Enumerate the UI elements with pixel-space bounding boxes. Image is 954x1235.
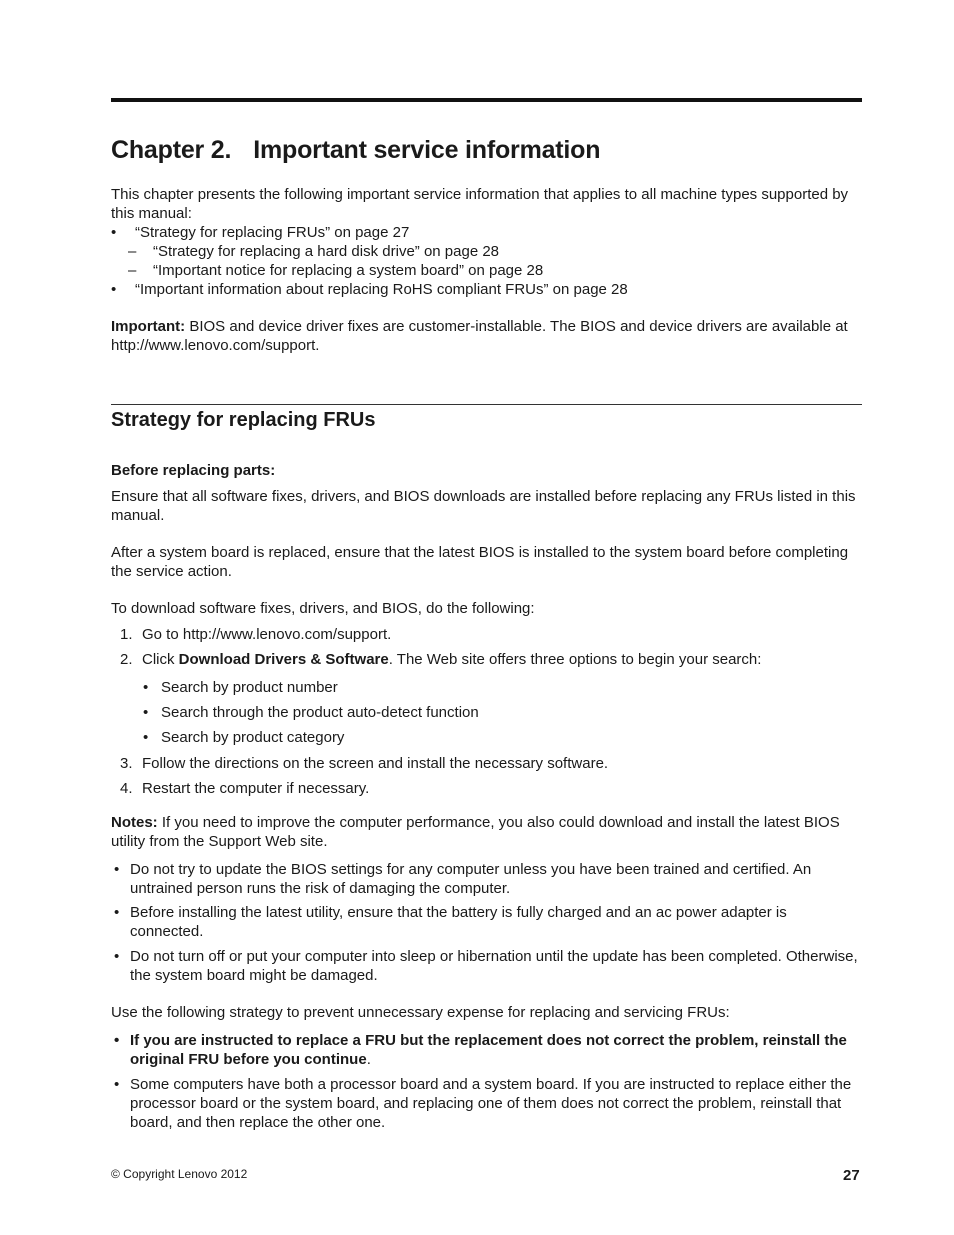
intro-link[interactable]: “Strategy for replacing a hard disk drive” on page 28	[153, 243, 500, 260]
chapter-name: Important service information	[253, 136, 601, 164]
page-number: 27	[843, 1167, 860, 1184]
step-number: 4.	[120, 780, 133, 797]
intro-paragraph: This chapter presents the following important service information that applies to all machine types supported by this manual:	[111, 186, 849, 222]
step-number: 1.	[120, 626, 133, 643]
note-item	[111, 903, 863, 941]
note-item	[111, 947, 863, 985]
step-number: 3.	[120, 755, 133, 772]
bullet: •	[143, 704, 149, 721]
option-text: Search by product number	[161, 679, 338, 696]
strategy-bold-text: If you are instructed to replace a FRU but the replacement does not correct the problem, reinstall the original FRU before you continue	[130, 1032, 847, 1068]
notes-text: If you need to improve the computer performance, you also could download and install the latest BIOS utility from the Support Web site.	[111, 814, 840, 850]
section-title: Strategy for replacing FRUs	[111, 409, 376, 431]
step-text: Click Download Drivers & Software. The Web site offers three options to begin your search:	[142, 651, 762, 668]
step-number: 2.	[120, 651, 133, 668]
notes	[111, 813, 863, 851]
intro-link[interactable]: “Important notice for replacing a system board” on page 28	[153, 262, 544, 279]
step-text: Restart the computer if necessary.	[142, 780, 370, 797]
step-text: Go to http://www.lenovo.com/support.	[142, 626, 392, 643]
option-text: Search through the product auto-detect function	[161, 704, 479, 721]
dash: –	[128, 243, 137, 260]
paragraph: Ensure that all software fixes, drivers, and BIOS downloads are installed before replacing any FRUs listed in this manual.	[111, 488, 856, 524]
section-rule	[111, 404, 862, 405]
intro-link[interactable]: “Important information about replacing RoHS compliant FRUs” on page 28	[135, 281, 628, 298]
important-note	[111, 317, 863, 355]
dash: –	[128, 262, 137, 279]
bullet: •	[114, 1032, 120, 1049]
intro-link[interactable]: “Strategy for replacing FRUs” on page 27	[135, 224, 410, 241]
step-text: Follow the directions on the screen and install the necessary software.	[142, 755, 609, 772]
chapter-label: Chapter 2.	[111, 136, 232, 164]
footer-copyright: © Copyright Lenovo 2012	[111, 1167, 248, 1181]
bullet: •	[114, 948, 120, 965]
bullet: •	[111, 281, 117, 298]
note-item	[111, 860, 863, 898]
notes-label: Notes:	[111, 814, 158, 831]
strategy-text: Some computers have both a processor board and a system board. If you are instructed to replace either the processor board or the system board, and replacing one of them does not correct the problem, reinstall that board, and then replace the other one.	[130, 1076, 852, 1131]
option-text: Search by product category	[161, 729, 345, 746]
bullet: •	[114, 904, 120, 921]
paragraph: To download software fixes, drivers, and BIOS, do the following:	[111, 600, 535, 617]
bullet: •	[143, 679, 149, 696]
strategy-item	[111, 1075, 863, 1132]
important-text: BIOS and device driver fixes are customer-installable. The BIOS and device drivers are available at http://www.lenovo.com/support.	[111, 318, 848, 354]
note-text: Before installing the latest utility, ensure that the battery is fully charged and an ac power adapter is connected.	[130, 904, 787, 940]
note-text: Do not try to update the BIOS settings for any computer unless you have been trained and certified. An untrained person runs the risk of damaging the computer.	[130, 861, 812, 897]
paragraph: After a system board is replaced, ensure that the latest BIOS is installed to the system board before completing the service action.	[111, 544, 849, 580]
chapter-title	[111, 133, 600, 167]
bullet: •	[114, 1076, 120, 1093]
important-label: Important:	[111, 318, 186, 335]
strategy-item: • If you are instructed to replace a FRU but the replacement does not correct the problem, reinstall the original FRU before you continue.	[114, 1032, 847, 1068]
note-text: Do not turn off or put your computer into sleep or hibernation until the update has been completed. Otherwise, the system board might be damaged.	[130, 948, 858, 984]
bullet: •	[143, 729, 149, 746]
download-drivers-label: Download Drivers & Software	[178, 651, 389, 668]
subhead: Before replacing parts:	[111, 462, 276, 479]
paragraph: Use the following strategy to prevent unnecessary expense for replacing and servicing FRUs:	[111, 1004, 730, 1021]
bullet: •	[111, 224, 117, 241]
bullet: •	[114, 861, 120, 878]
top-rule	[111, 98, 862, 102]
